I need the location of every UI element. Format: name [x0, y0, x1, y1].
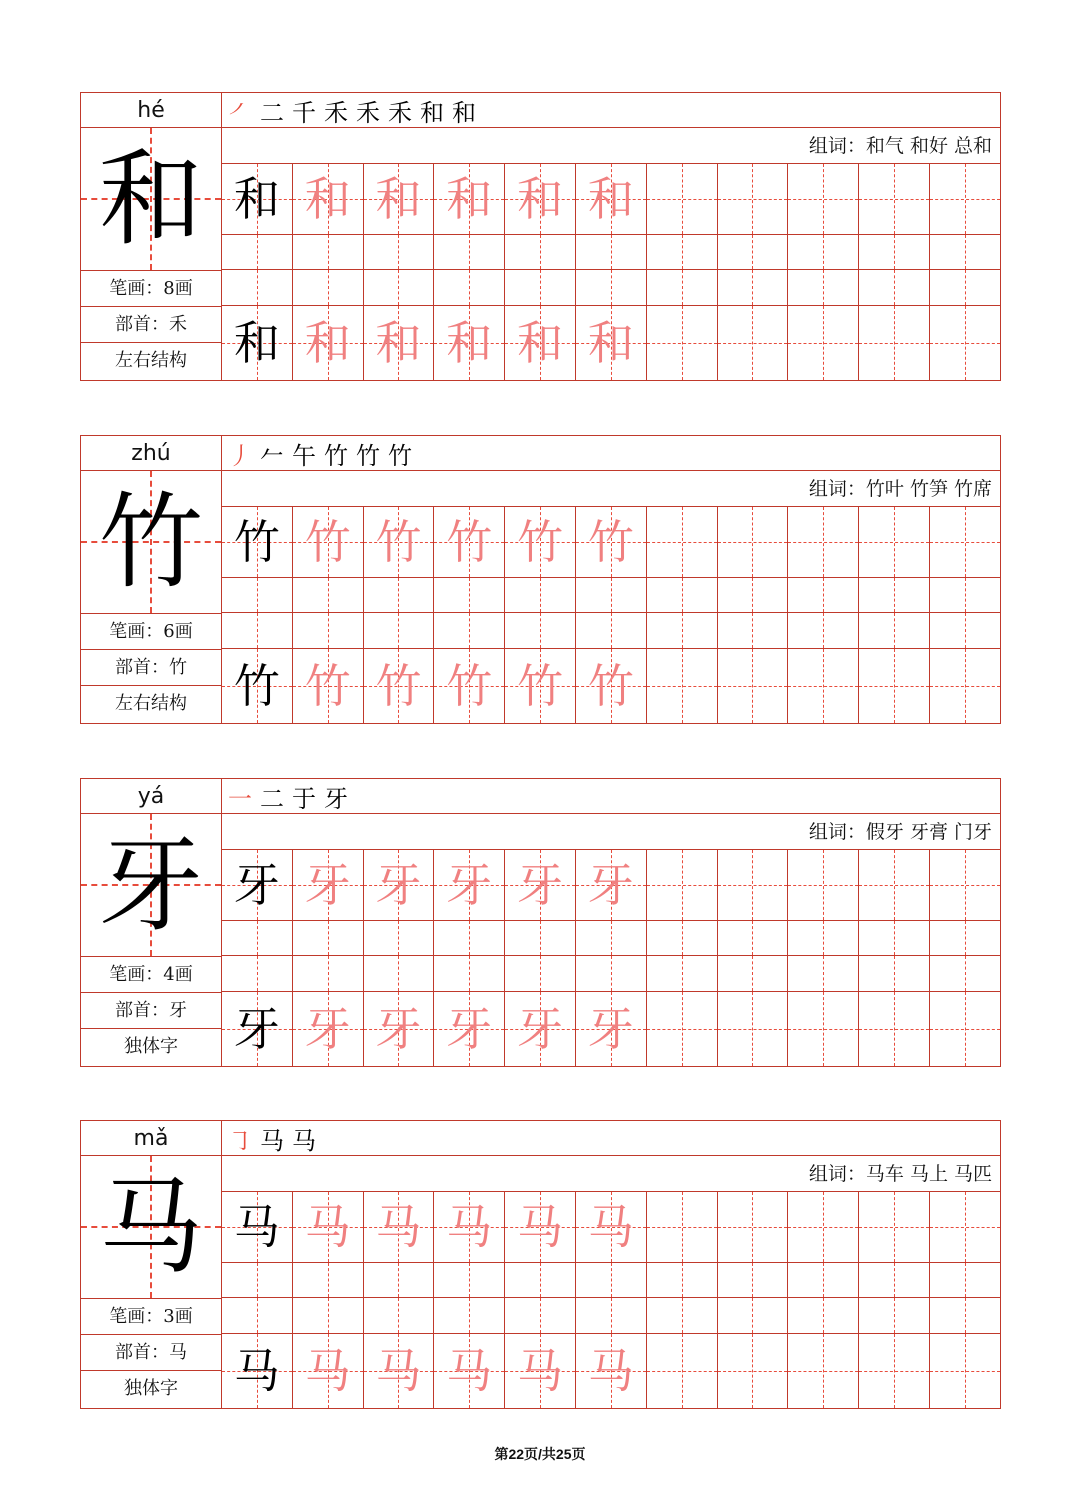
practice-cell[interactable] — [647, 649, 718, 723]
model-character: 竹 — [233, 659, 280, 713]
practice-cell[interactable] — [647, 992, 718, 1066]
practice-cell[interactable] — [859, 921, 930, 955]
practice-cell[interactable] — [222, 649, 293, 723]
practice-row — [222, 992, 1000, 1066]
practice-row — [222, 850, 1000, 921]
practice-cell[interactable] — [434, 270, 505, 305]
practice-cell[interactable] — [576, 1334, 647, 1408]
model-character: 和 — [233, 172, 280, 226]
practice-cell[interactable] — [293, 921, 364, 955]
practice-cell[interactable] — [930, 850, 1000, 920]
practice-cell[interactable] — [576, 649, 647, 723]
practice-row — [222, 921, 1000, 956]
large-character: 和 — [98, 138, 203, 260]
practice-cell[interactable] — [576, 992, 647, 1066]
practice-cell[interactable] — [576, 1192, 647, 1262]
model-character: 牙 — [233, 858, 280, 912]
practice-cell[interactable] — [293, 578, 364, 612]
practice-cell[interactable] — [788, 956, 859, 991]
model-character: 竹 — [233, 515, 280, 569]
practice-cell[interactable] — [222, 956, 293, 991]
practice-cell[interactable] — [788, 164, 859, 234]
practice-cell[interactable] — [930, 270, 1000, 305]
practice-cell[interactable] — [505, 1263, 576, 1297]
practice-cell[interactable] — [293, 1334, 364, 1408]
stroke-order — [222, 93, 1000, 128]
practice-cell[interactable] — [859, 1263, 930, 1297]
trace-character: 牙 — [375, 858, 422, 912]
practice-cell[interactable] — [222, 921, 293, 955]
practice-cell[interactable] — [505, 1334, 576, 1408]
stroke-count: 笔画：4画 — [81, 956, 222, 992]
practice-cell[interactable] — [718, 270, 789, 305]
large-character: 牙 — [98, 824, 203, 946]
large-character-box — [81, 128, 222, 270]
practice-cell[interactable] — [434, 850, 505, 920]
practice-row — [222, 1334, 1000, 1408]
practice-cell[interactable] — [364, 306, 435, 380]
stroke-step: 竹 — [356, 441, 380, 470]
practice-cell[interactable] — [434, 992, 505, 1066]
practice-cell[interactable] — [576, 1263, 647, 1297]
practice-cell[interactable] — [647, 1263, 718, 1297]
stroke-step: 于 — [292, 784, 316, 813]
structure: 独体字 — [81, 1370, 222, 1408]
trace-character: 和 — [375, 172, 422, 226]
practice-cell[interactable] — [293, 306, 364, 380]
practice-cell[interactable] — [222, 578, 293, 612]
practice-cell[interactable] — [647, 507, 718, 577]
word-examples: 组词：和气 和好 总和 — [222, 128, 1000, 164]
practice-cell[interactable] — [859, 1334, 930, 1408]
practice-cell[interactable] — [222, 306, 293, 380]
character-card — [80, 778, 1001, 1067]
practice-cell[interactable] — [364, 578, 435, 612]
pinyin: yá — [81, 779, 222, 814]
practice-cell[interactable] — [505, 164, 576, 234]
practice-cell[interactable] — [222, 1298, 293, 1333]
practice-cell[interactable] — [930, 956, 1000, 991]
practice-cell[interactable] — [505, 235, 576, 269]
trace-character: 马 — [375, 1200, 422, 1254]
practice-cell[interactable] — [434, 306, 505, 380]
stroke-step: 牙 — [324, 784, 348, 813]
character-card — [80, 1120, 1001, 1409]
practice-cell[interactable] — [505, 1298, 576, 1333]
practice-cell[interactable] — [576, 956, 647, 991]
practice-cell[interactable] — [222, 507, 293, 577]
practice-row — [222, 306, 1000, 380]
practice-cell[interactable] — [647, 613, 718, 648]
trace-character: 马 — [446, 1200, 493, 1254]
practice-cell[interactable] — [930, 1192, 1000, 1262]
practice-cell[interactable] — [930, 992, 1000, 1066]
radical: 部首：禾 — [81, 306, 222, 342]
practice-cell[interactable] — [647, 921, 718, 955]
practice-cell[interactable] — [576, 306, 647, 380]
practice-row — [222, 956, 1000, 992]
practice-cell[interactable] — [222, 270, 293, 305]
trace-character: 牙 — [587, 858, 634, 912]
practice-cell[interactable] — [364, 992, 435, 1066]
trace-character: 竹 — [304, 659, 351, 713]
practice-cell[interactable] — [859, 992, 930, 1066]
trace-character: 竹 — [587, 659, 634, 713]
practice-cell[interactable] — [718, 921, 789, 955]
structure: 独体字 — [81, 1028, 222, 1066]
trace-character: 和 — [375, 316, 422, 370]
stroke-step: 和 — [420, 98, 444, 127]
stroke-step: 禾 — [388, 98, 412, 127]
practice-cell[interactable] — [788, 649, 859, 723]
practice-cell[interactable] — [718, 956, 789, 991]
model-character: 牙 — [233, 1002, 280, 1056]
practice-row — [222, 164, 1000, 235]
trace-character: 马 — [375, 1344, 422, 1398]
trace-character: 竹 — [446, 515, 493, 569]
model-character: 和 — [233, 316, 280, 370]
practice-cell[interactable] — [576, 578, 647, 612]
practice-cell[interactable] — [718, 649, 789, 723]
practice-cell[interactable] — [434, 164, 505, 234]
practice-cell[interactable] — [434, 613, 505, 648]
practice-cell[interactable] — [222, 164, 293, 234]
trace-character: 竹 — [375, 659, 422, 713]
practice-row — [222, 613, 1000, 649]
practice-cell[interactable] — [364, 164, 435, 234]
practice-cell[interactable] — [859, 649, 930, 723]
practice-cell[interactable] — [788, 578, 859, 612]
practice-cell[interactable] — [293, 613, 364, 648]
practice-cell[interactable] — [930, 1263, 1000, 1297]
trace-character: 牙 — [517, 858, 564, 912]
practice-cell[interactable] — [788, 507, 859, 577]
practice-cell[interactable] — [293, 1298, 364, 1333]
practice-cell[interactable] — [576, 235, 647, 269]
pinyin: mǎ — [81, 1121, 222, 1156]
trace-character: 和 — [517, 172, 564, 226]
stroke-step: 竹 — [324, 441, 348, 470]
word-examples: 组词：竹叶 竹笋 竹席 — [222, 471, 1000, 507]
structure: 左右结构 — [81, 342, 222, 380]
practice-cell[interactable] — [859, 956, 930, 991]
stroke-count: 笔画：8画 — [81, 270, 222, 306]
radical: 部首：竹 — [81, 649, 222, 685]
practice-cell[interactable] — [788, 850, 859, 920]
practice-cell[interactable] — [222, 1334, 293, 1408]
practice-cell[interactable] — [788, 235, 859, 269]
practice-cell[interactable] — [434, 578, 505, 612]
practice-cell[interactable] — [576, 921, 647, 955]
practice-cell[interactable] — [576, 850, 647, 920]
practice-cell[interactable] — [647, 956, 718, 991]
practice-cell[interactable] — [293, 507, 364, 577]
practice-cell[interactable] — [505, 850, 576, 920]
practice-cell[interactable] — [788, 1334, 859, 1408]
stroke-count: 笔画：3画 — [81, 1298, 222, 1334]
practice-cell[interactable] — [576, 1298, 647, 1333]
practice-row — [222, 578, 1000, 613]
practice-cell[interactable] — [434, 507, 505, 577]
trace-character: 马 — [587, 1200, 634, 1254]
practice-cell[interactable] — [718, 613, 789, 648]
radical: 部首：牙 — [81, 992, 222, 1028]
practice-row — [222, 270, 1000, 306]
practice-cell[interactable] — [434, 1263, 505, 1297]
practice-cell[interactable] — [505, 1192, 576, 1262]
practice-row — [222, 1298, 1000, 1334]
practice-cell[interactable] — [859, 507, 930, 577]
practice-cell[interactable] — [788, 992, 859, 1066]
practice-cell[interactable] — [505, 507, 576, 577]
large-character: 马 — [98, 1166, 203, 1288]
practice-cell[interactable] — [930, 507, 1000, 577]
practice-cell[interactable] — [930, 578, 1000, 612]
trace-character: 马 — [517, 1200, 564, 1254]
word-examples: 组词：假牙 牙膏 门牙 — [222, 814, 1000, 850]
stroke-step: 竹 — [388, 441, 412, 470]
page-footer: 第22页/共25页 — [494, 1446, 586, 1462]
practice-cell[interactable] — [364, 1192, 435, 1262]
practice-cell[interactable] — [505, 306, 576, 380]
practice-cell[interactable] — [434, 235, 505, 269]
practice-cell[interactable] — [434, 649, 505, 723]
stroke-step: 马 — [292, 1126, 316, 1155]
stroke-step: 马 — [260, 1126, 284, 1155]
trace-character: 和 — [304, 316, 351, 370]
trace-character: 竹 — [517, 515, 564, 569]
trace-character: 竹 — [517, 659, 564, 713]
practice-cell[interactable] — [647, 306, 718, 380]
practice-cell[interactable] — [718, 850, 789, 920]
practice-cell[interactable] — [434, 1298, 505, 1333]
large-character-box — [81, 471, 222, 613]
practice-cell[interactable] — [293, 992, 364, 1066]
stroke-step: ㇆ — [228, 1126, 252, 1155]
practice-cell[interactable] — [293, 956, 364, 991]
practice-cell[interactable] — [505, 578, 576, 612]
practice-row — [222, 1263, 1000, 1298]
model-character: 马 — [233, 1344, 280, 1398]
large-character-box — [81, 814, 222, 956]
stroke-count: 笔画：6画 — [81, 613, 222, 649]
practice-cell[interactable] — [859, 164, 930, 234]
practice-cell[interactable] — [788, 1192, 859, 1262]
practice-cell[interactable] — [647, 578, 718, 612]
practice-cell[interactable] — [364, 649, 435, 723]
practice-cell[interactable] — [434, 1334, 505, 1408]
practice-cell[interactable] — [293, 270, 364, 305]
practice-cell[interactable] — [647, 270, 718, 305]
practice-cell[interactable] — [222, 235, 293, 269]
practice-cell[interactable] — [364, 1334, 435, 1408]
practice-cell[interactable] — [859, 235, 930, 269]
practice-cell[interactable] — [859, 1298, 930, 1333]
practice-row — [222, 235, 1000, 270]
practice-cell[interactable] — [293, 1192, 364, 1262]
practice-row — [222, 507, 1000, 578]
practice-cell[interactable] — [222, 613, 293, 648]
practice-cell[interactable] — [930, 921, 1000, 955]
practice-cell[interactable] — [505, 613, 576, 648]
stroke-step: 禾 — [356, 98, 380, 127]
trace-character: 马 — [587, 1344, 634, 1398]
trace-character: 牙 — [375, 1002, 422, 1056]
practice-cell[interactable] — [647, 1192, 718, 1262]
practice-cell[interactable] — [718, 1263, 789, 1297]
stroke-step: 二 — [260, 784, 284, 813]
practice-cell[interactable] — [222, 1192, 293, 1262]
trace-character: 马 — [446, 1344, 493, 1398]
practice-cell[interactable] — [788, 306, 859, 380]
practice-cell[interactable] — [222, 850, 293, 920]
trace-character: 马 — [304, 1200, 351, 1254]
trace-character: 牙 — [446, 858, 493, 912]
practice-cell[interactable] — [788, 1298, 859, 1333]
trace-character: 竹 — [446, 659, 493, 713]
trace-character: 和 — [517, 316, 564, 370]
practice-cell[interactable] — [364, 1298, 435, 1333]
practice-cell[interactable] — [505, 921, 576, 955]
practice-cell[interactable] — [718, 164, 789, 234]
practice-cell[interactable] — [647, 164, 718, 234]
trace-character: 牙 — [517, 1002, 564, 1056]
practice-cell[interactable] — [647, 235, 718, 269]
practice-cell[interactable] — [647, 850, 718, 920]
practice-cell[interactable] — [434, 921, 505, 955]
practice-cell[interactable] — [364, 921, 435, 955]
practice-cell[interactable] — [434, 1192, 505, 1262]
practice-cell[interactable] — [364, 270, 435, 305]
character-card — [80, 92, 1001, 381]
practice-cell[interactable] — [930, 1334, 1000, 1408]
practice-cell[interactable] — [718, 235, 789, 269]
trace-character: 竹 — [587, 515, 634, 569]
practice-cell[interactable] — [718, 992, 789, 1066]
practice-cell[interactable] — [364, 235, 435, 269]
practice-cell[interactable] — [505, 992, 576, 1066]
practice-cell[interactable] — [788, 921, 859, 955]
trace-character: 竹 — [375, 515, 422, 569]
trace-character: 和 — [446, 316, 493, 370]
practice-cell[interactable] — [293, 850, 364, 920]
stroke-step: 一 — [228, 784, 252, 813]
trace-character: 马 — [304, 1344, 351, 1398]
practice-cell[interactable] — [364, 956, 435, 991]
practice-cell[interactable] — [930, 164, 1000, 234]
practice-cell[interactable] — [505, 956, 576, 991]
practice-cell[interactable] — [293, 164, 364, 234]
practice-cell[interactable] — [576, 507, 647, 577]
practice-cell[interactable] — [930, 649, 1000, 723]
trace-character: 牙 — [587, 1002, 634, 1056]
stroke-order — [222, 1121, 1000, 1156]
practice-cell[interactable] — [788, 613, 859, 648]
practice-cell[interactable] — [647, 1298, 718, 1333]
practice-cell[interactable] — [364, 850, 435, 920]
trace-character: 和 — [304, 172, 351, 226]
practice-cell[interactable] — [434, 956, 505, 991]
character-card — [80, 435, 1001, 724]
practice-cell[interactable] — [930, 1298, 1000, 1333]
trace-character: 和 — [587, 316, 634, 370]
practice-cell[interactable] — [718, 1298, 789, 1333]
practice-cell[interactable] — [364, 507, 435, 577]
practice-cell[interactable] — [859, 578, 930, 612]
pinyin: hé — [81, 93, 222, 128]
stroke-step: 𠂉 — [260, 441, 284, 470]
trace-character: 和 — [446, 172, 493, 226]
stroke-step: 二 — [260, 98, 284, 127]
practice-cell[interactable] — [930, 235, 1000, 269]
practice-cell[interactable] — [576, 613, 647, 648]
stroke-step: 和 — [452, 98, 476, 127]
practice-cell[interactable] — [930, 306, 1000, 380]
practice-cell[interactable] — [859, 270, 930, 305]
practice-cell[interactable] — [293, 649, 364, 723]
practice-cell[interactable] — [293, 1263, 364, 1297]
practice-cell[interactable] — [859, 306, 930, 380]
structure: 左右结构 — [81, 685, 222, 723]
stroke-step: ㇒ — [228, 98, 252, 127]
trace-character: 牙 — [304, 858, 351, 912]
large-character: 竹 — [98, 481, 203, 603]
practice-cell[interactable] — [718, 578, 789, 612]
practice-cell[interactable] — [364, 613, 435, 648]
practice-cell[interactable] — [788, 1263, 859, 1297]
stroke-order — [222, 436, 1000, 471]
model-character: 马 — [233, 1200, 280, 1254]
practice-cell[interactable] — [505, 649, 576, 723]
radical: 部首：马 — [81, 1334, 222, 1370]
practice-row — [222, 1192, 1000, 1263]
stroke-step: 千 — [292, 98, 316, 127]
trace-character: 牙 — [446, 1002, 493, 1056]
practice-cell[interactable] — [788, 270, 859, 305]
stroke-order — [222, 779, 1000, 814]
practice-cell[interactable] — [505, 270, 576, 305]
trace-character: 马 — [517, 1344, 564, 1398]
practice-row — [222, 649, 1000, 723]
practice-cell[interactable] — [364, 1263, 435, 1297]
practice-cell[interactable] — [718, 306, 789, 380]
practice-cell[interactable] — [576, 164, 647, 234]
stroke-step: 禾 — [324, 98, 348, 127]
practice-cell[interactable] — [930, 613, 1000, 648]
practice-cell[interactable] — [222, 1263, 293, 1297]
large-character-box — [81, 1156, 222, 1298]
stroke-step: 丿 — [228, 441, 252, 470]
practice-cell[interactable] — [576, 270, 647, 305]
practice-cell[interactable] — [293, 235, 364, 269]
trace-character: 竹 — [304, 515, 351, 569]
practice-cell[interactable] — [859, 613, 930, 648]
trace-character: 和 — [587, 172, 634, 226]
pinyin: zhú — [81, 436, 222, 471]
trace-character: 牙 — [304, 1002, 351, 1056]
practice-cell[interactable] — [222, 992, 293, 1066]
practice-cell[interactable] — [859, 850, 930, 920]
practice-cell[interactable] — [718, 1192, 789, 1262]
word-examples: 组词：马车 马上 马匹 — [222, 1156, 1000, 1192]
practice-cell[interactable] — [718, 1334, 789, 1408]
practice-cell[interactable] — [647, 1334, 718, 1408]
practice-cell[interactable] — [718, 507, 789, 577]
stroke-step: 午 — [292, 441, 316, 470]
practice-cell[interactable] — [859, 1192, 930, 1262]
